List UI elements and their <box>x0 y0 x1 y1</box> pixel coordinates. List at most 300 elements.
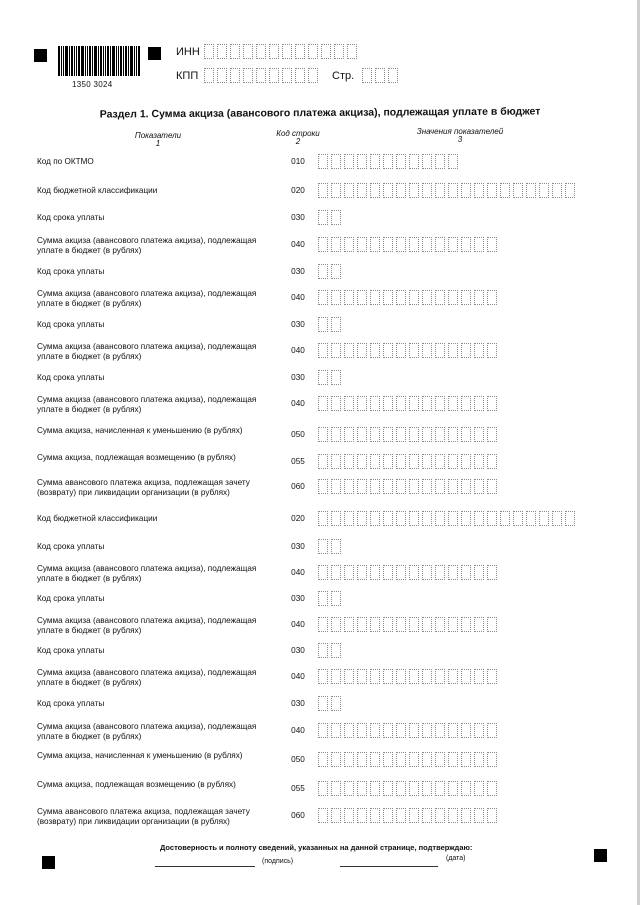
value-cell[interactable] <box>344 183 354 198</box>
value-cell[interactable] <box>370 565 380 580</box>
value-cell[interactable] <box>409 237 419 252</box>
char-cell[interactable] <box>295 68 305 83</box>
value-cell[interactable] <box>383 781 393 796</box>
char-cell[interactable] <box>204 68 214 83</box>
value-cell[interactable] <box>383 290 393 305</box>
char-cell[interactable] <box>230 44 240 59</box>
value-cell[interactable] <box>435 154 445 169</box>
value-cell[interactable] <box>370 752 380 767</box>
value-cell[interactable] <box>370 343 380 358</box>
value-cell[interactable] <box>396 454 406 469</box>
value-cell[interactable] <box>383 808 393 823</box>
value-cell[interactable] <box>461 183 471 198</box>
value-cell[interactable] <box>435 479 445 494</box>
value-cell[interactable] <box>331 479 341 494</box>
value-cell[interactable] <box>396 723 406 738</box>
value-cell[interactable] <box>422 183 432 198</box>
value-cell[interactable] <box>513 183 523 198</box>
value-cell[interactable] <box>526 183 536 198</box>
char-cell[interactable] <box>282 68 292 83</box>
value-cell[interactable] <box>331 781 341 796</box>
value-cell[interactable] <box>448 723 458 738</box>
value-cell[interactable] <box>461 669 471 684</box>
value-cell[interactable] <box>370 808 380 823</box>
value-cell[interactable] <box>461 511 471 526</box>
value-cell[interactable] <box>539 511 549 526</box>
date-line[interactable] <box>340 866 438 867</box>
value-cell[interactable] <box>487 669 497 684</box>
value-cell[interactable] <box>383 723 393 738</box>
char-cell[interactable] <box>204 44 214 59</box>
value-cell[interactable] <box>500 183 510 198</box>
value-cell[interactable] <box>474 808 484 823</box>
value-cell[interactable] <box>357 183 367 198</box>
value-cell[interactable] <box>370 723 380 738</box>
value-cell[interactable] <box>344 511 354 526</box>
value-cell[interactable] <box>474 183 484 198</box>
value-field[interactable] <box>318 427 500 442</box>
value-cell[interactable] <box>370 237 380 252</box>
value-cell[interactable] <box>370 781 380 796</box>
value-cell[interactable] <box>487 565 497 580</box>
value-cell[interactable] <box>396 669 406 684</box>
value-field[interactable] <box>318 396 500 411</box>
value-cell[interactable] <box>383 669 393 684</box>
value-field[interactable] <box>318 511 578 526</box>
value-cell[interactable] <box>461 237 471 252</box>
value-cell[interactable] <box>461 454 471 469</box>
char-cell[interactable] <box>269 68 279 83</box>
value-cell[interactable] <box>318 511 328 526</box>
value-cell[interactable] <box>448 454 458 469</box>
value-cell[interactable] <box>526 511 536 526</box>
value-cell[interactable] <box>396 290 406 305</box>
value-cell[interactable] <box>318 454 328 469</box>
value-cell[interactable] <box>435 290 445 305</box>
value-cell[interactable] <box>461 479 471 494</box>
value-cell[interactable] <box>422 290 432 305</box>
value-cell[interactable] <box>318 237 328 252</box>
value-cell[interactable] <box>331 343 341 358</box>
page-number-field[interactable] <box>362 68 401 83</box>
value-cell[interactable] <box>318 264 328 279</box>
value-field[interactable] <box>318 210 344 225</box>
value-cell[interactable] <box>357 808 367 823</box>
value-cell[interactable] <box>318 723 328 738</box>
value-cell[interactable] <box>409 183 419 198</box>
value-cell[interactable] <box>487 511 497 526</box>
value-cell[interactable] <box>448 237 458 252</box>
value-cell[interactable] <box>370 479 380 494</box>
value-cell[interactable] <box>331 454 341 469</box>
value-field[interactable] <box>318 290 500 305</box>
value-cell[interactable] <box>435 183 445 198</box>
value-cell[interactable] <box>448 565 458 580</box>
char-cell[interactable] <box>388 68 398 83</box>
value-cell[interactable] <box>318 479 328 494</box>
value-cell[interactable] <box>396 154 406 169</box>
value-cell[interactable] <box>357 154 367 169</box>
value-cell[interactable] <box>448 183 458 198</box>
value-cell[interactable] <box>357 511 367 526</box>
char-cell[interactable] <box>243 68 253 83</box>
value-cell[interactable] <box>396 183 406 198</box>
value-cell[interactable] <box>331 370 341 385</box>
value-cell[interactable] <box>474 479 484 494</box>
value-cell[interactable] <box>344 343 354 358</box>
value-cell[interactable] <box>357 781 367 796</box>
value-cell[interactable] <box>396 479 406 494</box>
value-cell[interactable] <box>331 237 341 252</box>
value-cell[interactable] <box>461 752 471 767</box>
value-cell[interactable] <box>357 427 367 442</box>
value-cell[interactable] <box>383 427 393 442</box>
value-cell[interactable] <box>331 617 341 632</box>
value-cell[interactable] <box>448 752 458 767</box>
value-cell[interactable] <box>383 154 393 169</box>
value-cell[interactable] <box>461 427 471 442</box>
value-cell[interactable] <box>409 290 419 305</box>
value-cell[interactable] <box>396 237 406 252</box>
value-cell[interactable] <box>448 617 458 632</box>
value-field[interactable] <box>318 370 344 385</box>
value-cell[interactable] <box>357 565 367 580</box>
char-cell[interactable] <box>375 68 385 83</box>
value-cell[interactable] <box>370 617 380 632</box>
value-cell[interactable] <box>500 511 510 526</box>
value-cell[interactable] <box>344 454 354 469</box>
value-cell[interactable] <box>422 427 432 442</box>
value-cell[interactable] <box>539 183 549 198</box>
char-cell[interactable] <box>334 44 344 59</box>
value-cell[interactable] <box>331 591 341 606</box>
value-cell[interactable] <box>344 669 354 684</box>
value-cell[interactable] <box>487 427 497 442</box>
value-cell[interactable] <box>318 290 328 305</box>
value-cell[interactable] <box>357 396 367 411</box>
value-cell[interactable] <box>370 290 380 305</box>
value-field[interactable] <box>318 154 461 169</box>
value-cell[interactable] <box>422 808 432 823</box>
value-cell[interactable] <box>318 808 328 823</box>
char-cell[interactable] <box>308 44 318 59</box>
char-cell[interactable] <box>321 44 331 59</box>
value-cell[interactable] <box>474 565 484 580</box>
value-cell[interactable] <box>383 511 393 526</box>
value-cell[interactable] <box>331 210 341 225</box>
value-cell[interactable] <box>344 479 354 494</box>
value-cell[interactable] <box>435 427 445 442</box>
value-cell[interactable] <box>383 343 393 358</box>
value-field[interactable] <box>318 343 500 358</box>
value-cell[interactable] <box>487 290 497 305</box>
value-cell[interactable] <box>487 723 497 738</box>
value-cell[interactable] <box>461 343 471 358</box>
value-field[interactable] <box>318 752 500 767</box>
value-cell[interactable] <box>435 396 445 411</box>
value-cell[interactable] <box>318 210 328 225</box>
char-cell[interactable] <box>256 68 266 83</box>
value-field[interactable] <box>318 669 500 684</box>
char-cell[interactable] <box>347 44 357 59</box>
value-cell[interactable] <box>357 237 367 252</box>
value-cell[interactable] <box>318 396 328 411</box>
value-cell[interactable] <box>383 479 393 494</box>
value-cell[interactable] <box>461 396 471 411</box>
value-cell[interactable] <box>422 617 432 632</box>
value-cell[interactable] <box>370 183 380 198</box>
value-cell[interactable] <box>487 396 497 411</box>
value-cell[interactable] <box>344 237 354 252</box>
value-field[interactable] <box>318 317 344 332</box>
value-cell[interactable] <box>565 511 575 526</box>
value-cell[interactable] <box>448 427 458 442</box>
value-cell[interactable] <box>344 723 354 738</box>
value-cell[interactable] <box>344 752 354 767</box>
value-cell[interactable] <box>487 183 497 198</box>
value-cell[interactable] <box>331 808 341 823</box>
value-cell[interactable] <box>357 752 367 767</box>
value-cell[interactable] <box>396 511 406 526</box>
value-cell[interactable] <box>370 511 380 526</box>
value-cell[interactable] <box>448 511 458 526</box>
value-cell[interactable] <box>318 696 328 711</box>
value-cell[interactable] <box>474 752 484 767</box>
value-field[interactable] <box>318 237 500 252</box>
value-cell[interactable] <box>474 396 484 411</box>
value-cell[interactable] <box>435 343 445 358</box>
value-cell[interactable] <box>396 427 406 442</box>
value-cell[interactable] <box>487 237 497 252</box>
value-cell[interactable] <box>487 808 497 823</box>
value-cell[interactable] <box>448 808 458 823</box>
inn-field[interactable] <box>204 44 360 59</box>
value-cell[interactable] <box>461 723 471 738</box>
value-cell[interactable] <box>357 617 367 632</box>
value-cell[interactable] <box>474 427 484 442</box>
value-cell[interactable] <box>409 808 419 823</box>
value-cell[interactable] <box>344 565 354 580</box>
value-cell[interactable] <box>370 427 380 442</box>
value-cell[interactable] <box>396 752 406 767</box>
value-cell[interactable] <box>422 396 432 411</box>
value-cell[interactable] <box>331 290 341 305</box>
value-cell[interactable] <box>344 396 354 411</box>
value-cell[interactable] <box>396 781 406 796</box>
value-cell[interactable] <box>357 723 367 738</box>
value-cell[interactable] <box>474 454 484 469</box>
value-cell[interactable] <box>357 343 367 358</box>
value-field[interactable] <box>318 617 500 632</box>
value-cell[interactable] <box>357 479 367 494</box>
value-cell[interactable] <box>474 617 484 632</box>
value-cell[interactable] <box>318 781 328 796</box>
value-cell[interactable] <box>409 454 419 469</box>
value-field[interactable] <box>318 565 500 580</box>
value-cell[interactable] <box>474 343 484 358</box>
value-cell[interactable] <box>461 565 471 580</box>
value-cell[interactable] <box>318 643 328 658</box>
value-field[interactable] <box>318 808 500 823</box>
value-cell[interactable] <box>357 290 367 305</box>
value-cell[interactable] <box>474 511 484 526</box>
char-cell[interactable] <box>243 44 253 59</box>
value-cell[interactable] <box>344 290 354 305</box>
value-cell[interactable] <box>383 617 393 632</box>
value-cell[interactable] <box>461 808 471 823</box>
value-cell[interactable] <box>357 454 367 469</box>
value-cell[interactable] <box>461 290 471 305</box>
char-cell[interactable] <box>217 44 227 59</box>
value-cell[interactable] <box>461 617 471 632</box>
value-field[interactable] <box>318 781 500 796</box>
value-cell[interactable] <box>331 396 341 411</box>
value-cell[interactable] <box>331 539 341 554</box>
value-cell[interactable] <box>331 752 341 767</box>
value-cell[interactable] <box>448 781 458 796</box>
value-cell[interactable] <box>318 154 328 169</box>
value-cell[interactable] <box>344 808 354 823</box>
value-cell[interactable] <box>422 154 432 169</box>
value-cell[interactable] <box>435 723 445 738</box>
value-cell[interactable] <box>396 808 406 823</box>
value-cell[interactable] <box>409 479 419 494</box>
value-cell[interactable] <box>318 539 328 554</box>
value-cell[interactable] <box>422 479 432 494</box>
value-cell[interactable] <box>383 183 393 198</box>
value-cell[interactable] <box>448 396 458 411</box>
value-cell[interactable] <box>422 237 432 252</box>
value-cell[interactable] <box>422 511 432 526</box>
value-cell[interactable] <box>318 591 328 606</box>
value-cell[interactable] <box>331 511 341 526</box>
char-cell[interactable] <box>295 44 305 59</box>
value-cell[interactable] <box>487 479 497 494</box>
value-cell[interactable] <box>318 669 328 684</box>
value-cell[interactable] <box>474 290 484 305</box>
value-cell[interactable] <box>422 454 432 469</box>
value-cell[interactable] <box>331 669 341 684</box>
value-cell[interactable] <box>422 343 432 358</box>
value-cell[interactable] <box>318 370 328 385</box>
value-cell[interactable] <box>331 427 341 442</box>
value-cell[interactable] <box>487 752 497 767</box>
value-cell[interactable] <box>487 454 497 469</box>
value-field[interactable] <box>318 183 578 198</box>
value-field[interactable] <box>318 454 500 469</box>
char-cell[interactable] <box>269 44 279 59</box>
value-cell[interactable] <box>448 669 458 684</box>
value-cell[interactable] <box>331 565 341 580</box>
signature-line[interactable] <box>155 866 255 867</box>
char-cell[interactable] <box>282 44 292 59</box>
char-cell[interactable] <box>230 68 240 83</box>
char-cell[interactable] <box>256 44 266 59</box>
value-field[interactable] <box>318 696 344 711</box>
value-cell[interactable] <box>422 565 432 580</box>
value-cell[interactable] <box>448 479 458 494</box>
value-cell[interactable] <box>552 183 562 198</box>
value-cell[interactable] <box>318 183 328 198</box>
value-field[interactable] <box>318 264 344 279</box>
value-cell[interactable] <box>435 617 445 632</box>
value-cell[interactable] <box>461 781 471 796</box>
value-cell[interactable] <box>448 290 458 305</box>
value-cell[interactable] <box>487 617 497 632</box>
value-cell[interactable] <box>409 752 419 767</box>
value-cell[interactable] <box>474 723 484 738</box>
value-cell[interactable] <box>318 427 328 442</box>
value-cell[interactable] <box>344 617 354 632</box>
value-cell[interactable] <box>331 154 341 169</box>
value-field[interactable] <box>318 723 500 738</box>
value-cell[interactable] <box>357 669 367 684</box>
kpp-field[interactable] <box>204 68 321 83</box>
value-cell[interactable] <box>448 343 458 358</box>
value-cell[interactable] <box>435 808 445 823</box>
value-cell[interactable] <box>370 396 380 411</box>
value-cell[interactable] <box>331 643 341 658</box>
value-cell[interactable] <box>370 454 380 469</box>
value-cell[interactable] <box>318 317 328 332</box>
value-cell[interactable] <box>396 617 406 632</box>
value-cell[interactable] <box>435 454 445 469</box>
value-cell[interactable] <box>396 343 406 358</box>
value-cell[interactable] <box>448 154 458 169</box>
value-field[interactable] <box>318 479 500 494</box>
value-field[interactable] <box>318 643 344 658</box>
value-cell[interactable] <box>383 565 393 580</box>
value-cell[interactable] <box>370 154 380 169</box>
value-field[interactable] <box>318 539 344 554</box>
value-cell[interactable] <box>396 565 406 580</box>
value-field[interactable] <box>318 591 344 606</box>
value-cell[interactable] <box>513 511 523 526</box>
value-cell[interactable] <box>383 237 393 252</box>
value-cell[interactable] <box>422 669 432 684</box>
value-cell[interactable] <box>422 781 432 796</box>
value-cell[interactable] <box>565 183 575 198</box>
value-cell[interactable] <box>370 669 380 684</box>
value-cell[interactable] <box>487 343 497 358</box>
value-cell[interactable] <box>435 511 445 526</box>
value-cell[interactable] <box>409 511 419 526</box>
value-cell[interactable] <box>487 781 497 796</box>
value-cell[interactable] <box>435 669 445 684</box>
value-cell[interactable] <box>331 317 341 332</box>
value-cell[interactable] <box>396 396 406 411</box>
value-cell[interactable] <box>331 264 341 279</box>
value-cell[interactable] <box>552 511 562 526</box>
value-cell[interactable] <box>331 696 341 711</box>
value-cell[interactable] <box>383 454 393 469</box>
value-cell[interactable] <box>409 154 419 169</box>
value-cell[interactable] <box>383 396 393 411</box>
value-cell[interactable] <box>409 343 419 358</box>
value-cell[interactable] <box>435 237 445 252</box>
char-cell[interactable] <box>308 68 318 83</box>
value-cell[interactable] <box>474 669 484 684</box>
char-cell[interactable] <box>217 68 227 83</box>
value-cell[interactable] <box>474 781 484 796</box>
value-cell[interactable] <box>331 183 341 198</box>
value-cell[interactable] <box>474 237 484 252</box>
value-cell[interactable] <box>409 723 419 738</box>
value-cell[interactable] <box>344 781 354 796</box>
value-cell[interactable] <box>409 565 419 580</box>
value-cell[interactable] <box>318 752 328 767</box>
value-cell[interactable] <box>318 343 328 358</box>
